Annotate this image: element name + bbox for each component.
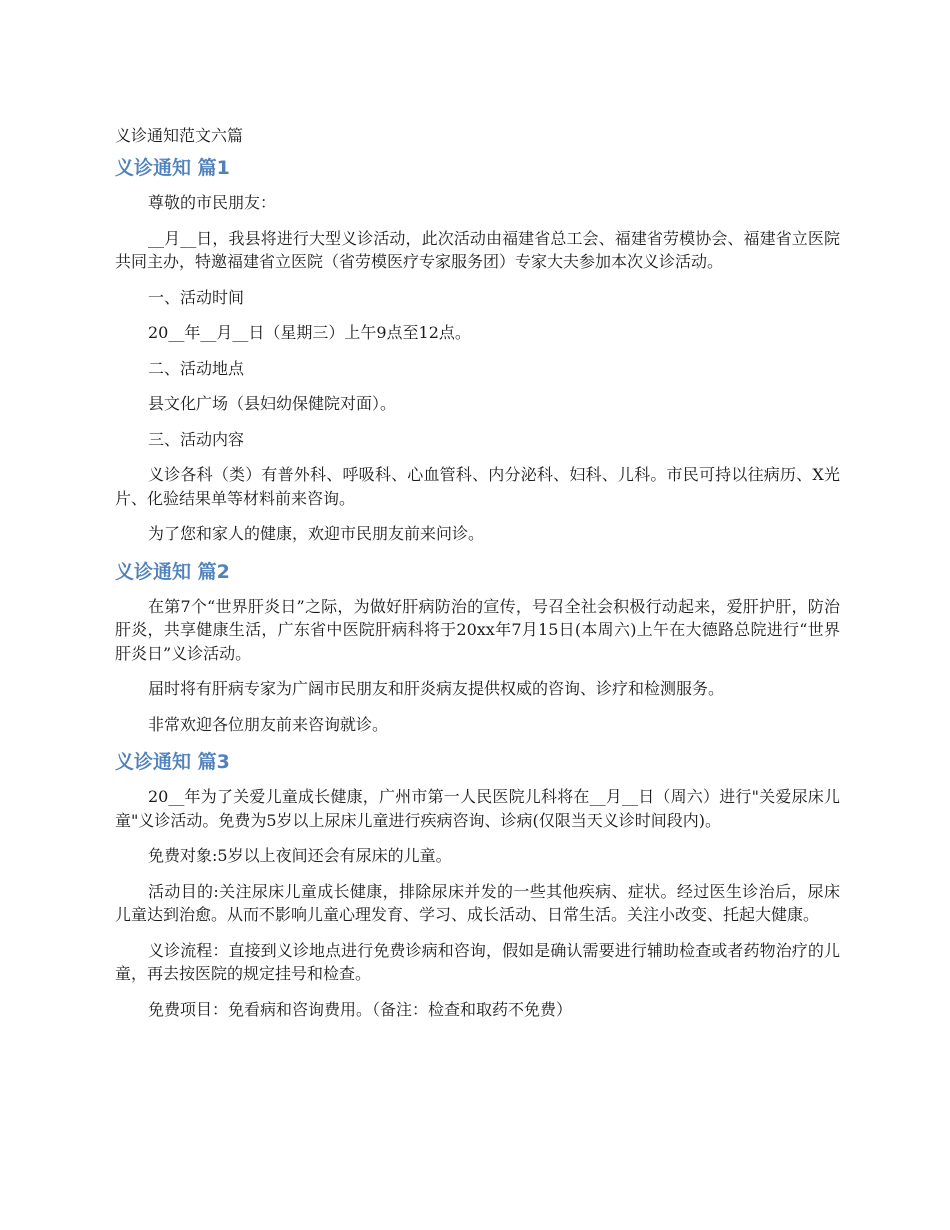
paragraph: 届时将有肝病专家为广阔市民朋友和肝炎病友提供权威的咨询、诊疗和检测服务。: [148, 679, 725, 698]
section-heading: 义诊通知 篇2: [115, 560, 230, 583]
paragraph: 非常欢迎各位朋友前来咨询就诊。: [148, 714, 389, 734]
section-3: [115, 748, 840, 1021]
section-1: [115, 154, 840, 546]
paragraph: 20__年__月__日（星期三）上午9点至12点。: [148, 323, 471, 342]
document-body: [115, 124, 840, 1033]
paragraph: 县文化广场（县妇幼保健院对面）。: [148, 394, 397, 413]
paragraph: 尊敬的市民朋友：: [148, 193, 277, 212]
paragraph: 免费对象:5岁以上夜间还会有尿床的儿童。: [148, 846, 452, 865]
paragraph: 为了您和家人的健康，欢迎市民朋友前来问诊。: [148, 524, 485, 543]
section-2: [115, 558, 840, 737]
paragraph: 义诊流程：直接到义诊地点进行免费诊病和咨询，假如是确认需要进行辅助检查或者药物治疗的儿童，再去按医院的规定挂号和检查。: [115, 940, 840, 983]
paragraph: 20__年为了关爱儿童成长健康，广州市第一人民医院儿科将在__月__日（周六）进行"关爱尿床儿童"义诊活动。免费为5岁以上尿床儿童进行疾病咨询、诊病(仅限当天义诊时间段内)。: [115, 787, 840, 830]
paragraph: 在第7个“世界肝炎日”之际，为做好肝病防治的宣传，号召全社会积极行动起来，爱肝护肝，防治肝炎，共享健康生活，广东省中医院肝病科将于20xx年7月15日(本周六)上午在大德路总院进行“世界肝炎日”义诊活动。: [115, 596, 840, 663]
paragraph: 二、活动地点: [148, 358, 245, 378]
paragraph: 免费项目：免看病和咨询费用。（备注：检查和取药不免费）: [148, 999, 573, 1019]
paragraph: 活动目的:关注尿床儿童成长健康，排除尿床并发的一些其他疾病、症状。经过医生诊治后，尿床儿童达到治愈。从而不影响儿童心理发育、学习、成长活动、日常生活。关注小改变、托起大健康。: [115, 881, 840, 924]
section-heading: 义诊通知 篇3: [115, 751, 230, 773]
paragraph: 三、活动内容: [148, 429, 245, 449]
paragraph: 一、活动时间: [148, 287, 245, 307]
paragraph: __月__日，我县将进行大型义诊活动，此次活动由福建省总工会、福建省劳模协会、福建省立医院共同主办，特邀福建省立医院（省劳模医疗专家服务团）专家大夫参加本次义诊活动。: [115, 228, 840, 271]
paragraph: 义诊各科（类）有普外科、呼吸科、心血管科、内分泌科、妇科、儿科。市民可持以往病历、X光片、化验结果单等材料前来咨询。: [115, 465, 840, 508]
document-title: 义诊通知范文六篇: [115, 126, 244, 145]
section-heading: 义诊通知 篇1: [115, 157, 230, 179]
